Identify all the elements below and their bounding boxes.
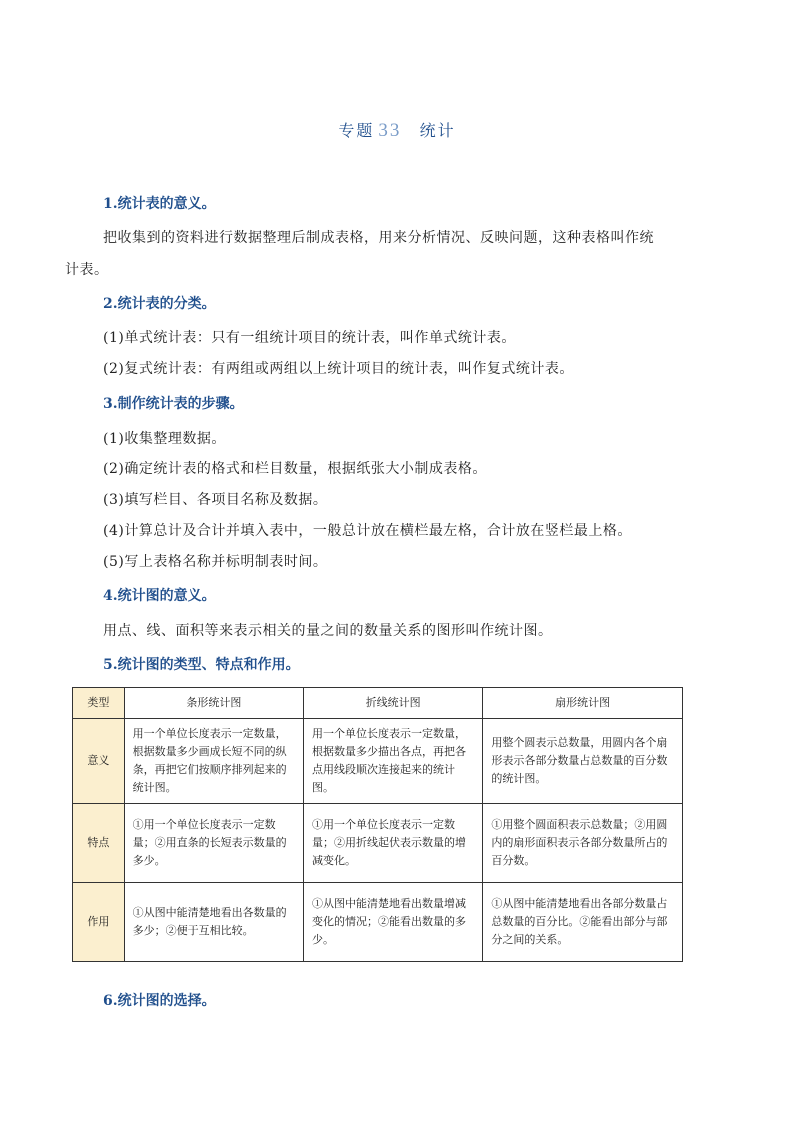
table-row [73,719,683,804]
table-cell: 用一个单位长度表示一定数量，根据数量多少画成长短不同的纵条，再把它们按顺序排列起来的统计图。 [124,719,303,804]
table-cell: ①从图中能清楚地看出各数量的多少；②便于互相比较。 [124,883,303,962]
table-cell: ①用一个单位长度表示一定数量；②用直条的长短表示数量的多少。 [124,804,303,883]
table-header-bar-chart: 条形统计图 [124,688,303,719]
table-header-type: 类型 [73,688,125,719]
section-2-item-1: (1)单式统计表：只有一组统计项目的统计表，叫作单式统计表。 [103,330,516,346]
section-2-item-2: (2)复式统计表：有两组或两组以上统计项目的统计表，叫作复式统计表。 [103,361,574,377]
table-row [73,804,683,883]
section-1-para-line2: 计表。 [65,262,109,278]
table-cell: ①从图中能清楚地看出数量增减变化的情况；②能看出数量的多少。 [304,883,483,962]
section-2-heading: 2.统计表的分类。 [103,296,216,312]
table-header-row [73,688,683,719]
title-prefix: 专题 [338,121,375,140]
section-1-heading: 1.统计表的意义。 [103,196,216,212]
section-5-heading: 5.统计图的类型、特点和作用。 [103,657,300,673]
section-3-item-1: (1)收集整理数据。 [103,431,226,447]
section-4-heading: 4.统计图的意义。 [103,588,216,604]
section-3-heading: 3.制作统计表的步骤。 [103,396,244,412]
title-number: 33 [378,120,402,141]
table-header-pie-chart: 扇形统计图 [483,688,683,719]
row-label-function: 作用 [73,883,125,962]
table-row [73,883,683,962]
table-cell: 用一个单位长度表示一定数量，根据数量多少描出各点，再把各点用线段顺次连接起来的统计图。 [304,719,483,804]
title-subject: 统计 [419,121,456,140]
section-3-item-4: (4)计算总计及合计并填入表中，一般总计放在横栏最左格，合计放在竖栏最上格。 [103,523,632,539]
section-3-item-5: (5)写上表格名称并标明制表时间。 [103,554,328,570]
section-1-para-line1: 把收集到的资料进行数据整理后制成表格，用来分析情况、反映问题，这种表格叫作统 [103,230,654,246]
table-cell: ①用整个圆面积表示总数量；②用圆内的扇形面积表示各部分数量所占的百分数。 [483,804,683,883]
table-cell: ①用一个单位长度表示一定数量；②用折线起伏表示数量的增减变化。 [304,804,483,883]
section-4-para: 用点、线、面积等来表示相关的量之间的数量关系的图形叫作统计图。 [103,623,553,639]
table-cell: 用整个圆表示总数量，用圆内各个扇形表示各部分数量占总数量的百分数的统计图。 [483,719,683,804]
row-label-meaning: 意义 [73,719,125,804]
section-3-item-2: (2)确定统计表的格式和栏目数量，根据纸张大小制成表格。 [103,461,487,477]
table-cell: ①从图中能清楚地看出各部分数量占总数量的百分比。②能看出部分与部分之间的关系。 [483,883,683,962]
section-6-heading: 6.统计图的选择。 [103,993,216,1009]
row-label-features: 特点 [73,804,125,883]
chart-types-table [72,687,683,962]
table-header-line-chart: 折线统计图 [304,688,483,719]
page-title [0,118,794,142]
section-3-item-3: (3)填写栏目、各项目名称及数据。 [103,492,328,508]
